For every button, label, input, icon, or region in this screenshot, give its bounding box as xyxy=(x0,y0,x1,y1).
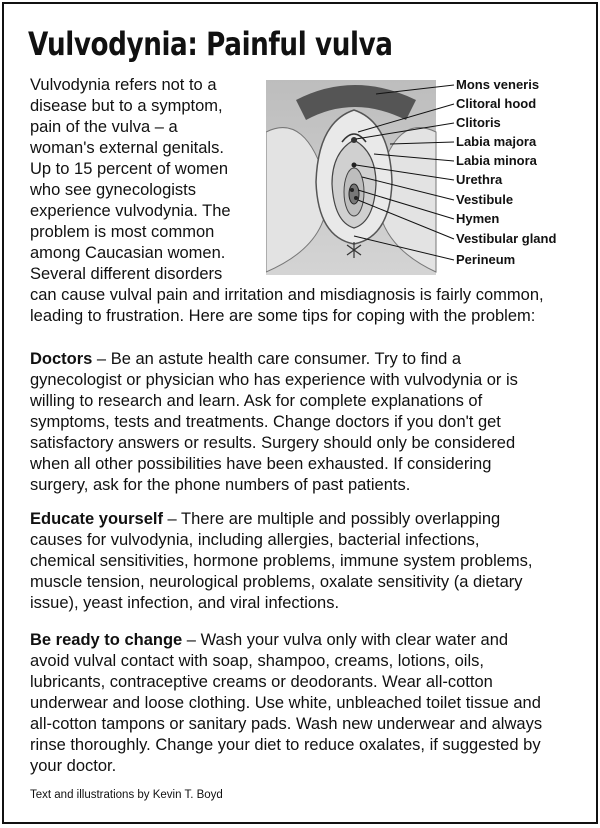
label-clitoris: Clitoris xyxy=(456,115,501,130)
section-line: issue), yeast infection, and viral infections. xyxy=(30,594,340,612)
label-perineum: Perineum xyxy=(456,252,516,267)
article-panel xyxy=(2,2,598,824)
section-heading: Doctors xyxy=(30,350,93,368)
section-heading: Be ready to change xyxy=(30,631,183,649)
intro-paragraph xyxy=(30,75,575,327)
section-line: rinse thoroughly. Change your diet to reduce oxalates, if suggested by xyxy=(30,736,541,754)
section-line: lubricants, contraceptive creams or deodorants. Wear all-cotton xyxy=(30,673,493,691)
label-urethra: Urethra xyxy=(456,172,503,187)
label-mons-veneris: Mons veneris xyxy=(456,77,540,92)
section-line: your doctor. xyxy=(30,757,117,775)
intro-line: among Caucasian women. xyxy=(30,244,226,262)
section-educate-yourself xyxy=(30,509,578,614)
section-text: – Wash your vulva only with clear water and xyxy=(182,631,509,649)
section-line: willing to research and learn. Ask for complete explanations of xyxy=(30,392,483,410)
intro-line: leading to frustration. Here are some tips for coping with the problem: xyxy=(30,307,536,325)
intro-line: pain of the vulva – a xyxy=(30,118,178,136)
section-line: satisfactory answers or results. Surgery should only be considered xyxy=(30,434,516,452)
section-line: all-cotton tampons or sanitary pads. Wash new underwear and always xyxy=(30,715,543,733)
label-vestibule: Vestibule xyxy=(456,192,514,207)
intro-line: Up to 15 percent of women xyxy=(30,160,229,178)
section-line: gynecologist or physician who has experience with vulvodynia or is xyxy=(30,371,518,389)
credit-line: Text and illustrations by Kevin T. Boyd xyxy=(30,789,223,801)
section-be-ready-to-change xyxy=(30,630,578,777)
label-labia-minora: Labia minora xyxy=(456,153,537,168)
intro-line: Several different disorders xyxy=(30,265,223,283)
section-doctors xyxy=(30,349,578,496)
section-line: chemical sensitivities, hormone problems, immune system problems, xyxy=(30,552,533,570)
section-line: symptoms, tests and treatments. Change doctors if you don't get xyxy=(30,413,501,431)
intro-line: experience vulvodynia. The xyxy=(30,202,231,220)
section-line: surgery, ask for the phone numbers of past patients. xyxy=(30,476,411,494)
article-title: Vulvodynia: Painful vulva xyxy=(28,25,393,63)
intro-line: disease but to a symptom, xyxy=(30,97,223,115)
intro-line: problem is most common xyxy=(30,223,215,241)
intro-line: who see gynecologists xyxy=(30,181,197,199)
section-line: when all other possibilities have been exhausted. If considering xyxy=(30,455,492,473)
label-clitoral-hood: Clitoral hood xyxy=(456,96,537,111)
label-hymen: Hymen xyxy=(456,211,500,226)
section-text: – There are multiple and possibly overlapping xyxy=(162,510,501,528)
section-line: underwear and loose clothing. Use white, unbleached toilet tissue and xyxy=(30,694,541,712)
section-line: avoid vulval contact with soap, shampoo, creams, lotions, oils, xyxy=(30,652,484,670)
section-line: causes for vulvodynia, including allergies, bacterial infections, xyxy=(30,531,480,549)
intro-line: Vulvodynia refers not to a xyxy=(30,76,217,94)
label-labia-majora: Labia majora xyxy=(456,134,537,149)
intro-line: woman's external genitals. xyxy=(30,139,224,157)
label-vestibular-gland: Vestibular gland xyxy=(456,231,557,246)
section-heading: Educate yourself xyxy=(30,510,163,528)
section-line: muscle tension, neurological problems, oxalate sensitivity (a dietary xyxy=(30,573,523,591)
intro-line: can cause vulval pain and irritation and misdiagnosis is fairly common, xyxy=(30,286,544,304)
section-text: – Be an astute health care consumer. Try to find a xyxy=(92,350,462,368)
